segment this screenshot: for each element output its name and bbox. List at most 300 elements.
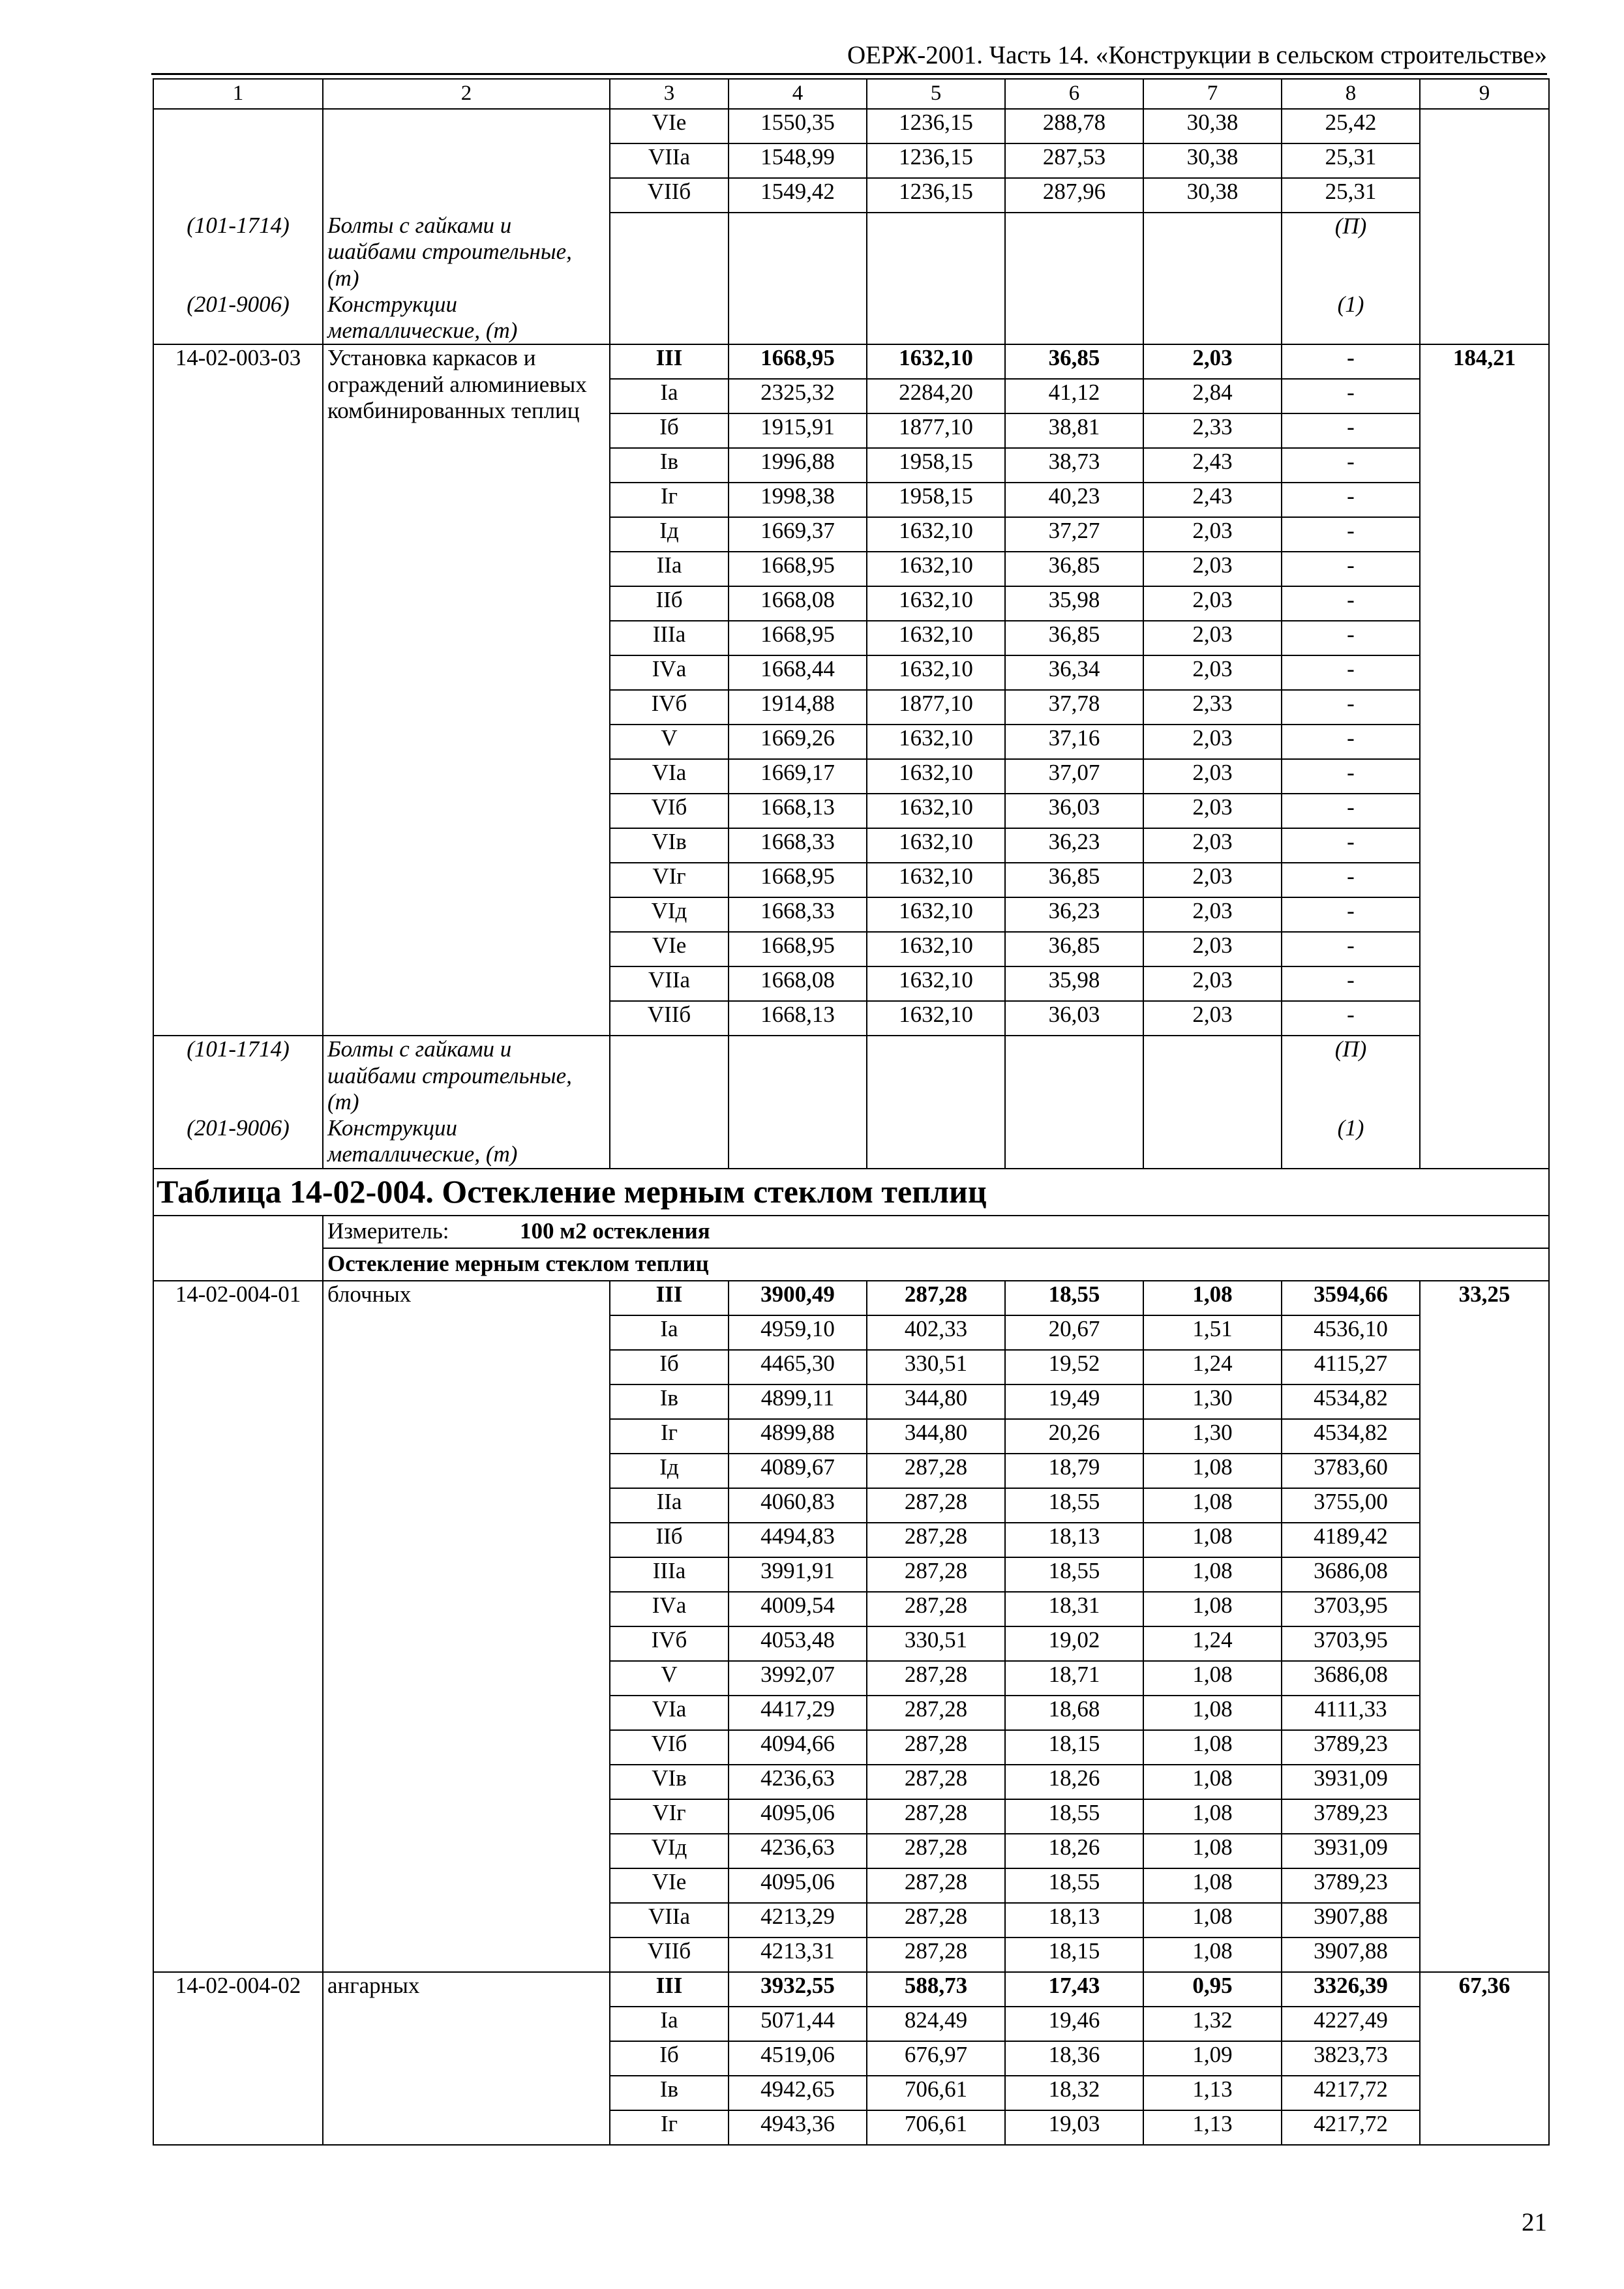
total-cost-cell: 4236,63 [729,1834,867,1868]
zone-cell: IIа [610,1488,729,1523]
labor-cost-cell: 1632,10 [867,932,1005,966]
resource-name: Конструкции металлические, (т) [323,1115,610,1169]
materials-cost-cell: - [1282,552,1420,586]
page-header: ОЕРЖ-2001. Часть 14. «Конструкции в сельском строительстве» [847,41,1547,69]
machine-cost-cell: 38,81 [1005,413,1143,448]
materials-cost-cell: 25,42 [1282,109,1420,143]
machine-cost-cell: 36,23 [1005,828,1143,863]
materials-cost-cell: - [1282,1001,1420,1036]
materials-cost-cell: 3907,88 [1282,1937,1420,1972]
empty-cell [729,1036,867,1115]
materials-cost-cell: - [1282,897,1420,932]
zone-cell: Iг [610,1419,729,1454]
driver-wage-cell: 2,03 [1143,966,1282,1001]
machine-cost-cell: 37,07 [1005,759,1143,794]
driver-wage-cell: 1,13 [1143,2076,1282,2110]
labor-cost-cell: 1632,10 [867,552,1005,586]
driver-wage-cell: 1,08 [1143,1799,1282,1834]
driver-wage-cell: 2,03 [1143,863,1282,897]
labor-cost-cell: 344,80 [867,1419,1005,1454]
zone-cell: V [610,1661,729,1696]
workers-total: 184,21 [1420,344,1549,1168]
total-cost-cell: 1548,99 [729,143,867,178]
total-cost-cell: 4236,63 [729,1765,867,1799]
driver-wage-cell: 2,03 [1143,725,1282,759]
total-continued [1420,109,1549,344]
materials-cost-cell: - [1282,448,1420,483]
labor-cost-cell: 1632,10 [867,794,1005,828]
total-cost-cell: 4959,10 [729,1315,867,1350]
column-number: 9 [1420,79,1549,109]
driver-wage-cell: 1,08 [1143,1834,1282,1868]
total-cost-cell: 2325,32 [729,379,867,413]
labor-cost-cell: 287,28 [867,1592,1005,1626]
driver-wage-cell: 2,03 [1143,655,1282,690]
zone-cell: Iб [610,2041,729,2076]
total-cost-cell: 4494,83 [729,1523,867,1557]
driver-wage-cell: 2,03 [1143,552,1282,586]
total-cost-cell: 4094,66 [729,1730,867,1765]
machine-cost-cell: 288,78 [1005,109,1143,143]
labor-cost-cell: 287,28 [867,1868,1005,1903]
zone-cell: VIд [610,1834,729,1868]
labor-cost-cell: 287,28 [867,1696,1005,1730]
machine-cost-cell: 18,55 [1005,1557,1143,1592]
driver-wage-cell: 1,08 [1143,1523,1282,1557]
total-cost-cell: 5071,44 [729,2007,867,2041]
materials-cost-cell: 3703,95 [1282,1626,1420,1661]
total-cost-cell: 4899,88 [729,1419,867,1454]
materials-cost-cell: - [1282,621,1420,655]
name-continued [323,109,610,213]
rates-table [153,78,1550,2146]
workers-total: 33,25 [1420,1281,1549,1972]
materials-cost-cell: - [1282,725,1420,759]
labor-cost-cell: 706,61 [867,2110,1005,2145]
labor-cost-cell: 344,80 [867,1384,1005,1419]
resource-value: (П) [1282,1036,1420,1115]
machine-cost-cell: 35,98 [1005,586,1143,621]
empty-cell [729,213,867,292]
resource-code: (101-1714) [153,1036,323,1115]
materials-cost-cell: 4534,82 [1282,1419,1420,1454]
driver-wage-cell: 1,08 [1143,1868,1282,1903]
machine-cost-cell: 36,03 [1005,1001,1143,1036]
labor-cost-cell: 330,51 [867,1626,1005,1661]
rate-row [153,344,1549,379]
driver-wage-cell: 1,09 [1143,2041,1282,2076]
page-number: 21 [1522,2208,1547,2236]
materials-cost-cell: - [1282,413,1420,448]
machine-cost-cell: 20,67 [1005,1315,1143,1350]
zone-cell: VIIа [610,966,729,1001]
materials-cost-cell: - [1282,828,1420,863]
resource-value: (1) [1282,292,1420,345]
zone-cell: Iв [610,1384,729,1419]
total-cost-cell: 1668,08 [729,966,867,1001]
materials-cost-cell: 4115,27 [1282,1350,1420,1384]
resource-row [153,292,1549,345]
total-cost-cell: 4095,06 [729,1799,867,1834]
materials-cost-cell: 25,31 [1282,178,1420,213]
empty-cell [1143,1115,1282,1169]
zone-cell: IIб [610,586,729,621]
total-cost-cell: 4009,54 [729,1592,867,1626]
labor-cost-cell: 330,51 [867,1350,1005,1384]
machine-cost-cell: 18,71 [1005,1661,1143,1696]
resource-code: (201-9006) [153,1115,323,1169]
column-number: 2 [323,79,610,109]
materials-cost-cell: 3755,00 [1282,1488,1420,1523]
total-cost-cell: 1998,38 [729,483,867,517]
zone-cell: Iа [610,1315,729,1350]
zone-cell: Iг [610,2110,729,2145]
materials-cost-cell: - [1282,932,1420,966]
labor-cost-cell: 1958,15 [867,448,1005,483]
labor-cost-cell: 676,97 [867,2041,1005,2076]
empty-cell [867,213,1005,292]
materials-cost-cell: - [1282,344,1420,379]
driver-wage-cell: 1,30 [1143,1419,1282,1454]
empty-cell [1005,1115,1143,1169]
zone-cell: IVб [610,1626,729,1661]
labor-cost-cell: 1877,10 [867,690,1005,725]
materials-cost-cell: 3326,39 [1282,1972,1420,2007]
empty-cell [610,292,729,345]
total-cost-cell: 1668,13 [729,1001,867,1036]
driver-wage-cell: 2,43 [1143,483,1282,517]
labor-cost-cell: 287,28 [867,1903,1005,1937]
driver-wage-cell: 1,08 [1143,1696,1282,1730]
total-cost-cell: 1668,95 [729,552,867,586]
driver-wage-cell: 1,08 [1143,1937,1282,1972]
materials-cost-cell: 3703,95 [1282,1592,1420,1626]
materials-cost-cell: - [1282,690,1420,725]
zone-cell: VIа [610,1696,729,1730]
materials-cost-cell: 3783,60 [1282,1454,1420,1488]
total-cost-cell: 1669,17 [729,759,867,794]
labor-cost-cell: 1632,10 [867,966,1005,1001]
zone-cell: VIв [610,1765,729,1799]
machine-cost-cell: 37,78 [1005,690,1143,725]
total-cost-cell: 1914,88 [729,690,867,725]
zone-cell: VIIб [610,1937,729,1972]
labor-cost-cell: 2284,20 [867,379,1005,413]
total-cost-cell: 4465,30 [729,1350,867,1384]
zone-cell: III [610,1281,729,1315]
zone-cell: VIе [610,109,729,143]
zone-cell: Iг [610,483,729,517]
rate-name: Установка каркасов и ограждений алюминиевых комбинированных теплиц [323,344,610,1036]
driver-wage-cell: 2,03 [1143,897,1282,932]
total-cost-cell: 1668,44 [729,655,867,690]
empty-cell [867,1115,1005,1169]
column-number: 5 [867,79,1005,109]
zone-cell: VIIб [610,1001,729,1036]
machine-cost-cell: 18,68 [1005,1696,1143,1730]
total-cost-cell: 4942,65 [729,2076,867,2110]
machine-cost-cell: 18,32 [1005,2076,1143,2110]
driver-wage-cell: 1,08 [1143,1592,1282,1626]
total-cost-cell: 4213,31 [729,1937,867,1972]
total-cost-cell: 4060,83 [729,1488,867,1523]
driver-wage-cell: 0,95 [1143,1972,1282,2007]
rate-row [153,109,1549,143]
zone-cell: VIе [610,932,729,966]
total-cost-cell: 4417,29 [729,1696,867,1730]
zone-cell: V [610,725,729,759]
zone-cell: VIд [610,897,729,932]
meter-cell [323,1216,1549,1248]
materials-cost-cell: - [1282,966,1420,1001]
empty-cell [1143,213,1282,292]
machine-cost-cell: 37,16 [1005,725,1143,759]
driver-wage-cell: 1,08 [1143,1730,1282,1765]
total-cost-cell: 4095,06 [729,1868,867,1903]
zone-cell: VIIа [610,1903,729,1937]
driver-wage-cell: 2,03 [1143,517,1282,552]
labor-cost-cell: 287,28 [867,1799,1005,1834]
total-cost-cell: 4053,48 [729,1626,867,1661]
machine-cost-cell: 18,79 [1005,1454,1143,1488]
total-cost-cell: 3932,55 [729,1972,867,2007]
zone-cell: Iв [610,448,729,483]
driver-wage-cell: 1,30 [1143,1384,1282,1419]
machine-cost-cell: 19,03 [1005,2110,1143,2145]
materials-cost-cell: - [1282,794,1420,828]
table-title: Таблица 14-02-004. Остекление мерным стеклом теплиц [153,1169,1549,1216]
materials-cost-cell: - [1282,517,1420,552]
labor-cost-cell: 287,28 [867,1661,1005,1696]
labor-cost-cell: 1632,10 [867,655,1005,690]
materials-cost-cell: - [1282,586,1420,621]
meter-row [153,1216,1549,1248]
materials-cost-cell: - [1282,379,1420,413]
total-cost-cell: 4943,36 [729,2110,867,2145]
zone-cell: Iв [610,2076,729,2110]
total-cost-cell: 4213,29 [729,1903,867,1937]
zone-cell: III [610,1972,729,2007]
resource-name: Болты с гайками и шайбами строительные, (т) [323,1036,610,1115]
labor-cost-cell: 1236,15 [867,178,1005,213]
materials-cost-cell: 3823,73 [1282,2041,1420,2076]
total-cost-cell: 1669,26 [729,725,867,759]
column-number-row [153,79,1549,109]
total-cost-cell: 1996,88 [729,448,867,483]
empty-cell [729,292,867,345]
materials-cost-cell: 3789,23 [1282,1799,1420,1834]
materials-cost-cell: 3789,23 [1282,1868,1420,1903]
labor-cost-cell: 706,61 [867,2076,1005,2110]
total-cost-cell: 1668,95 [729,932,867,966]
empty-cell [1005,213,1143,292]
machine-cost-cell: 36,85 [1005,344,1143,379]
column-number: 1 [153,79,323,109]
materials-cost-cell: 3686,08 [1282,1661,1420,1696]
total-cost-cell: 1669,37 [729,517,867,552]
materials-cost-cell: 4534,82 [1282,1384,1420,1419]
machine-cost-cell: 19,46 [1005,2007,1143,2041]
zone-cell: IVа [610,655,729,690]
rate-code: 14-02-004-01 [153,1281,323,1972]
driver-wage-cell: 1,24 [1143,1626,1282,1661]
zone-cell: IIб [610,1523,729,1557]
labor-cost-cell: 287,28 [867,1937,1005,1972]
machine-cost-cell: 36,03 [1005,794,1143,828]
header-rule [151,73,1547,75]
labor-cost-cell: 287,28 [867,1523,1005,1557]
resource-value: (1) [1282,1115,1420,1169]
driver-wage-cell: 1,08 [1143,1903,1282,1937]
column-number: 4 [729,79,867,109]
empty-cell [1143,1036,1282,1115]
total-cost-cell: 1668,33 [729,828,867,863]
resource-row [153,1115,1549,1169]
labor-cost-cell: 1632,10 [867,863,1005,897]
labor-cost-cell: 1632,10 [867,586,1005,621]
total-cost-cell: 1668,95 [729,344,867,379]
labor-cost-cell: 1877,10 [867,413,1005,448]
materials-cost-cell: 25,31 [1282,143,1420,178]
total-cost-cell: 3991,91 [729,1557,867,1592]
labor-cost-cell: 1632,10 [867,897,1005,932]
rate-name: ангарных [323,1972,610,2145]
driver-wage-cell: 30,38 [1143,109,1282,143]
subtitle-row [153,1248,1549,1281]
labor-cost-cell: 1632,10 [867,828,1005,863]
empty-cell [1005,1036,1143,1115]
total-cost-cell: 3900,49 [729,1281,867,1315]
machine-cost-cell: 287,53 [1005,143,1143,178]
driver-wage-cell: 1,13 [1143,2110,1282,2145]
empty-cell [1005,292,1143,345]
materials-cost-cell: 4227,49 [1282,2007,1420,2041]
zone-cell: IVа [610,1592,729,1626]
machine-cost-cell: 18,36 [1005,2041,1143,2076]
materials-cost-cell: 4217,72 [1282,2076,1420,2110]
rate-code: 14-02-004-02 [153,1972,323,2145]
machine-cost-cell: 18,55 [1005,1281,1143,1315]
labor-cost-cell: 402,33 [867,1315,1005,1350]
total-cost-cell: 1668,13 [729,794,867,828]
labor-cost-cell: 1632,10 [867,517,1005,552]
driver-wage-cell: 1,08 [1143,1488,1282,1523]
column-number: 8 [1282,79,1420,109]
total-cost-cell: 1668,33 [729,897,867,932]
zone-cell: Iа [610,2007,729,2041]
driver-wage-cell: 2,03 [1143,932,1282,966]
zone-cell: VIб [610,1730,729,1765]
zone-cell: Iд [610,517,729,552]
machine-cost-cell: 19,52 [1005,1350,1143,1384]
total-cost-cell: 1549,42 [729,178,867,213]
driver-wage-cell: 1,24 [1143,1350,1282,1384]
machine-cost-cell: 36,85 [1005,552,1143,586]
machine-cost-cell: 19,02 [1005,1626,1143,1661]
driver-wage-cell: 1,08 [1143,1661,1282,1696]
blank-cell [153,1216,323,1248]
resource-value: (П) [1282,213,1420,292]
empty-cell [867,1036,1005,1115]
driver-wage-cell: 2,03 [1143,794,1282,828]
machine-cost-cell: 18,13 [1005,1903,1143,1937]
rate-row [153,1281,1549,1315]
zone-cell: VIIа [610,143,729,178]
zone-cell: VIа [610,759,729,794]
machine-cost-cell: 35,98 [1005,966,1143,1001]
machine-cost-cell: 38,73 [1005,448,1143,483]
machine-cost-cell: 36,23 [1005,897,1143,932]
labor-cost-cell: 1632,10 [867,759,1005,794]
resource-row [153,213,1549,292]
total-cost-cell: 1550,35 [729,109,867,143]
driver-wage-cell: 1,32 [1143,2007,1282,2041]
zone-cell: Iб [610,1350,729,1384]
rate-code: 14-02-003-03 [153,344,323,1036]
total-cost-cell: 1668,95 [729,621,867,655]
workers-total: 67,36 [1420,1972,1549,2145]
zone-cell: Iа [610,379,729,413]
materials-cost-cell: 3907,88 [1282,1903,1420,1937]
materials-cost-cell: 4189,42 [1282,1523,1420,1557]
materials-cost-cell: - [1282,863,1420,897]
total-cost-cell: 3992,07 [729,1661,867,1696]
driver-wage-cell: 2,03 [1143,586,1282,621]
machine-cost-cell: 287,96 [1005,178,1143,213]
labor-cost-cell: 287,28 [867,1557,1005,1592]
resource-code: (201-9006) [153,292,323,345]
driver-wage-cell: 2,03 [1143,344,1282,379]
materials-cost-cell: - [1282,655,1420,690]
machine-cost-cell: 18,31 [1005,1592,1143,1626]
zone-cell: VIе [610,1868,729,1903]
meter-label: Измеритель: [327,1218,449,1244]
resource-code: (101-1714) [153,213,323,292]
zone-cell: IIа [610,552,729,586]
labor-cost-cell: 1632,10 [867,1001,1005,1036]
machine-cost-cell: 18,26 [1005,1765,1143,1799]
empty-cell [729,1115,867,1169]
table-title-row [153,1169,1549,1216]
zone-cell: IIIа [610,1557,729,1592]
driver-wage-cell: 2,43 [1143,448,1282,483]
zone-cell: VIIб [610,178,729,213]
column-number: 6 [1005,79,1143,109]
resource-row [153,1036,1549,1115]
driver-wage-cell: 2,03 [1143,828,1282,863]
labor-cost-cell: 287,28 [867,1730,1005,1765]
machine-cost-cell: 36,85 [1005,863,1143,897]
labor-cost-cell: 287,28 [867,1281,1005,1315]
labor-cost-cell: 1236,15 [867,109,1005,143]
total-cost-cell: 4899,11 [729,1384,867,1419]
driver-wage-cell: 30,38 [1143,143,1282,178]
labor-cost-cell: 287,28 [867,1834,1005,1868]
materials-cost-cell: - [1282,483,1420,517]
driver-wage-cell: 30,38 [1143,178,1282,213]
machine-cost-cell: 36,85 [1005,932,1143,966]
machine-cost-cell: 37,27 [1005,517,1143,552]
driver-wage-cell: 2,03 [1143,759,1282,794]
materials-cost-cell: 3931,09 [1282,1765,1420,1799]
labor-cost-cell: 1632,10 [867,621,1005,655]
machine-cost-cell: 20,26 [1005,1419,1143,1454]
zone-cell: VIг [610,1799,729,1834]
materials-cost-cell: 3789,23 [1282,1730,1420,1765]
materials-cost-cell: 3931,09 [1282,1834,1420,1868]
total-cost-cell: 1915,91 [729,413,867,448]
zone-cell: IIIа [610,621,729,655]
